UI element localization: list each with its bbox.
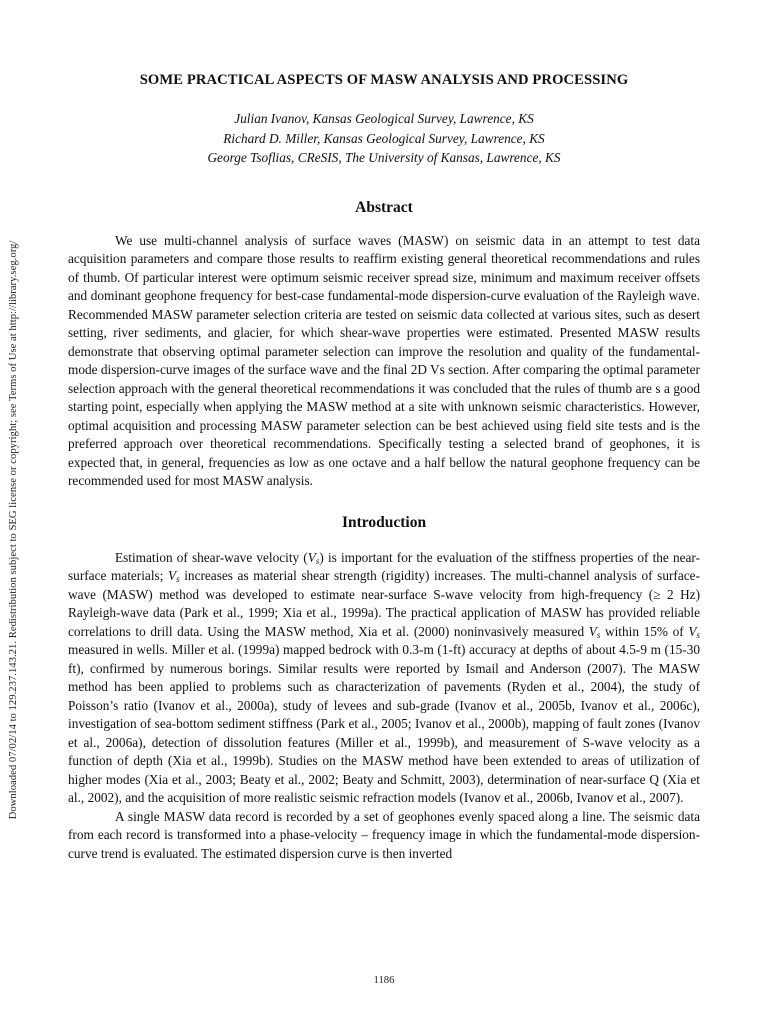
intro-paragraph-2: A single MASW data record is recorded by a set of geophones evenly spaced along a line. The seismic data from each record is transformed into a phase-velocity – frequency image in which the fundamental-mode dispersion-curve trend is evaluated. The estimated dispersion curve is then inverted xyxy=(68,808,700,861)
vs-symbol: $V_s$ xyxy=(168,568,180,584)
side-margin xyxy=(0,0,24,1024)
abstract-heading: Abstract xyxy=(355,198,413,216)
page-number: 1186 xyxy=(373,974,395,986)
author-line: Richard D. Miller, Kansas Geological Survey, Lawrence, KS xyxy=(223,130,545,146)
intro-paragraph-1 xyxy=(68,549,700,808)
author-line: George Tsoflias, CReSIS, The University of Kansas, Lawrence, KS xyxy=(207,150,561,165)
paper-page xyxy=(68,72,700,863)
paper-title: SOME PRACTICAL ASPECTS OF MASW ANALYSIS AND PROCESSING xyxy=(139,72,629,88)
abstract-paragraph: We use multi-channel analysis of surface waves (MASW) on seismic data in an attempt to test data acquisition parameters and compare those results to reaffirm existing general theoretical recommendations and rules of thumb. Of particular interest were optimum seismic receiver spread size, minimum and maximum receiver offsets and dominant geophone frequency for best-case fundamental-mode dispersion-curve evaluation of the Rayleigh wave. Recommended MASW parameter selection criteria are tested on seismic data collected at various sites, such as desert setting, river sediments, and glacier, for which shear-wave properties were estimated. Presented MASW results demonstrate that observing optimal parameter selection can improve the resolution and quality of the fundamental-mode dispersion-curve images of the surface wave and the final 2D Vs section. After comparing the optimal parameter selection approach with the general theoretical recommendations it was concluded that the rules of thumb are s a good starting point, especially when applying the MASW method at a site with unknown seismic characteristics. However, optimal acquisition and processing MASW parameter selection can be best achieved using field site tests and is the preferred approach over theoretical recommendations. Specifically testing a selected brand of geophones, it is expected that, in general, frequencies as low as one octave and a half bellow the natural geophone frequency can be recommended used for most MASW analysis. xyxy=(68,232,700,488)
text-run: Estimation of shear-wave velocity ( xyxy=(115,549,308,565)
author-list xyxy=(68,109,700,168)
vs-symbol: $V_s$ xyxy=(307,549,320,566)
download-notice: Downloaded 07/02/14 to 129.237.143.21. Redistribution subject to SEG license or copyright; see Terms of Use at http://library.seg.org/ xyxy=(7,240,19,820)
text-run: increases as material shear strength (rigidity) increases. The multi-channel analysis of surface-wave (MASW) method was developed to estimate near-surface S-wave velocity from high-frequency (≥ 2 Hz) Rayleigh-wave data (Park et al., 1999; Xia et al., 1999a). The practical application of MASW has provided reliable correlations to drill data. Using the MASW method, Xia et al. (2000) noninvasively measured xyxy=(68,568,700,639)
text-run: ) is important for the evaluation of the stiffness properties of the near-surface materials; xyxy=(68,549,700,583)
author-line: Julian Ivanov, Kansas Geological Survey, Lawrence, KS xyxy=(234,111,534,126)
introduction-heading: Introduction xyxy=(341,513,427,531)
text-run: within 15% of xyxy=(600,623,689,639)
vs-symbol: $V_s$ xyxy=(688,623,700,640)
text-run: measured in wells. Miller et al. (1999a) mapped bedrock with 0.3-m (1-ft) accuracy at depths of about 4.5-9 m (15-30 ft), confirmed by numerous borings. Similar results were reported by Ismail and Anderson (2007). The MASW method has been applied to problems such as characterization of pavements (Ryden et al., 2004), the study of Poisson’s ratio (Ivanov et al., 2000a), study of levees and sub-grade (Ivanov et al., 2005b, Ivanov et al., 2006c), investigation of sea-bottom sediment stiffness (Park et al., 2005; Ivanov et al., 2000b), mapping of fault zones (Ivanov et al., 2006a), detection of dissolution features (Miller et al., 1999b), and measurement of S-wave velocity as a function of depth (Xia et al., 1999b). Studies on the MASW method have been extended to areas of utilization of higher modes (Xia et al., 2003; Beaty et al., 2002; Beaty and Schmitt, 2003), determination of near-surface Q (Xia et al., 2002), and the acquisition of more realistic seismic refraction models (Ivanov et al., 2006b, Ivanov et al., 2007). xyxy=(68,642,700,805)
vs-symbol: $V_s$ xyxy=(588,623,601,640)
